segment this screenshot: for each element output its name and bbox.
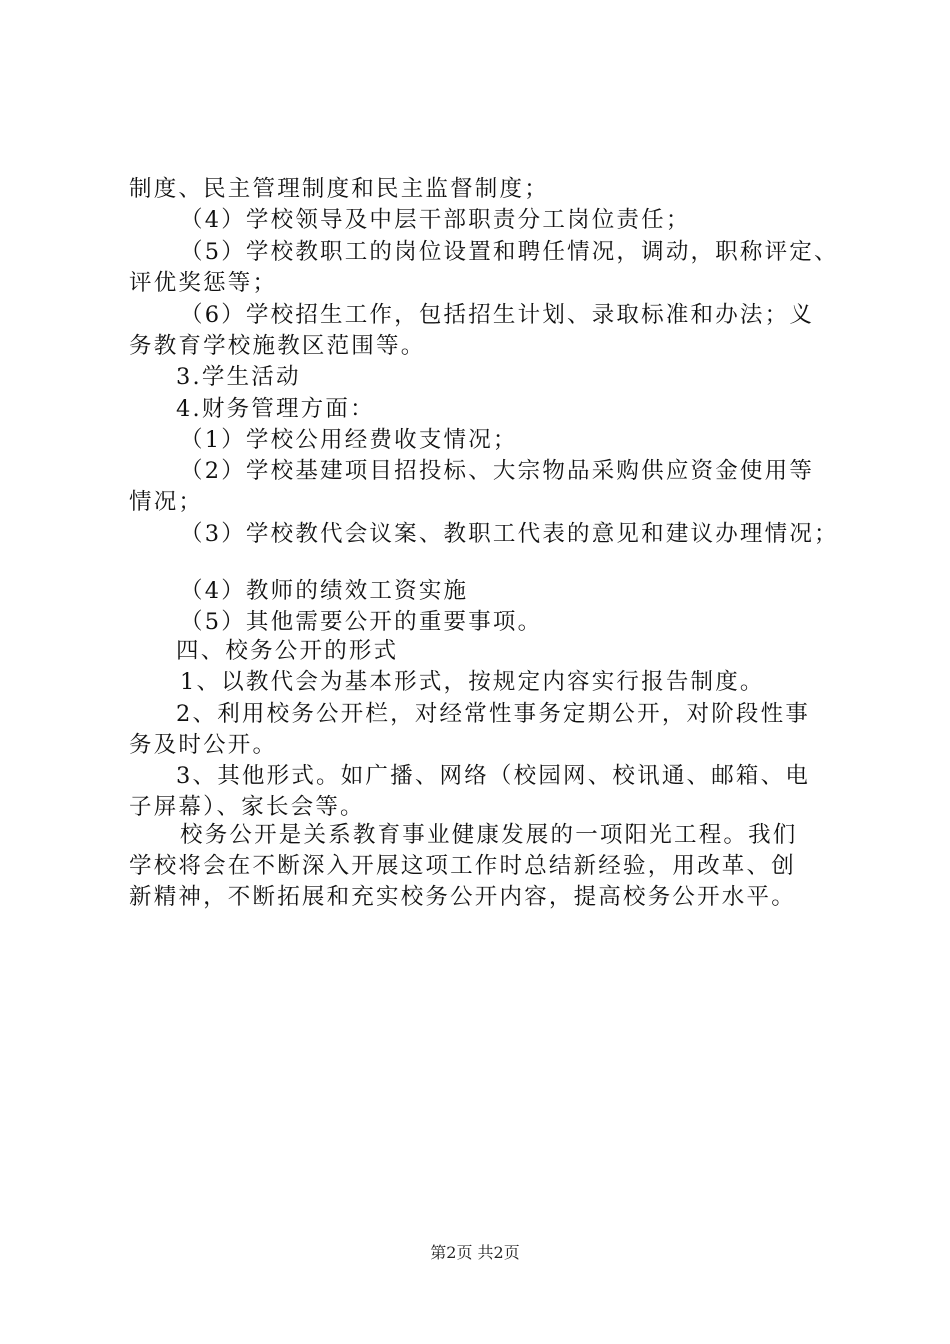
body-line: 校务公开是关系教育事业健康发展的一项阳光工程。我们 [180, 822, 798, 848]
body-line: 4.财务管理方面： [176, 396, 375, 422]
body-line: （5）其他需要公开的重要事项。 [180, 609, 543, 635]
body-line: 制度、民主管理制度和民主监督制度； [129, 176, 549, 202]
body-line: 3、其他形式。如广播、网络（校园网、校讯通、邮箱、电 [176, 763, 811, 789]
body-line: （4）教师的绩效工资实施 [180, 578, 469, 604]
body-line: 子屏幕）、家长会等。 [129, 794, 365, 820]
page-number-footer: 第2页 共2页 [430, 1243, 520, 1262]
body-line: 2、利用校务公开栏，对经常性事务定期公开，对阶段性事 [176, 701, 811, 727]
body-line: （6）学校招生工作，包括招生计划、录取标准和办法；义 [180, 302, 815, 328]
body-line: （4）学校领导及中层干部职责分工岗位责任； [180, 207, 691, 233]
body-line: 评优奖惩等； [129, 270, 278, 296]
body-line: 学校将会在不断深入开展这项工作时总结新经验，用改革、创 [129, 853, 796, 879]
body-line: （5）学校教职工的岗位设置和聘任情况，调动，职称评定、 [180, 239, 839, 265]
body-line: （1）学校公用经费收支情况； [180, 427, 518, 453]
section-heading: 四、校务公开的形式 [176, 638, 399, 664]
body-line: 务及时公开。 [129, 732, 278, 758]
body-line: 新精神，不断拓展和充实校务公开内容，提高校务公开水平。 [129, 884, 796, 910]
body-line: 1、以教代会为基本形式，按规定内容实行报告制度。 [180, 669, 765, 695]
body-line: 情况； [129, 489, 204, 515]
body-line: （3）学校教代会议案、教职工代表的意见和建议办理情况； [180, 521, 839, 547]
body-line: 3.学生活动 [176, 364, 301, 390]
body-line: 务教育学校施教区范围等。 [129, 333, 426, 359]
body-line: （2）学校基建项目招投标、大宗物品采购供应资金使用等 [180, 458, 815, 484]
